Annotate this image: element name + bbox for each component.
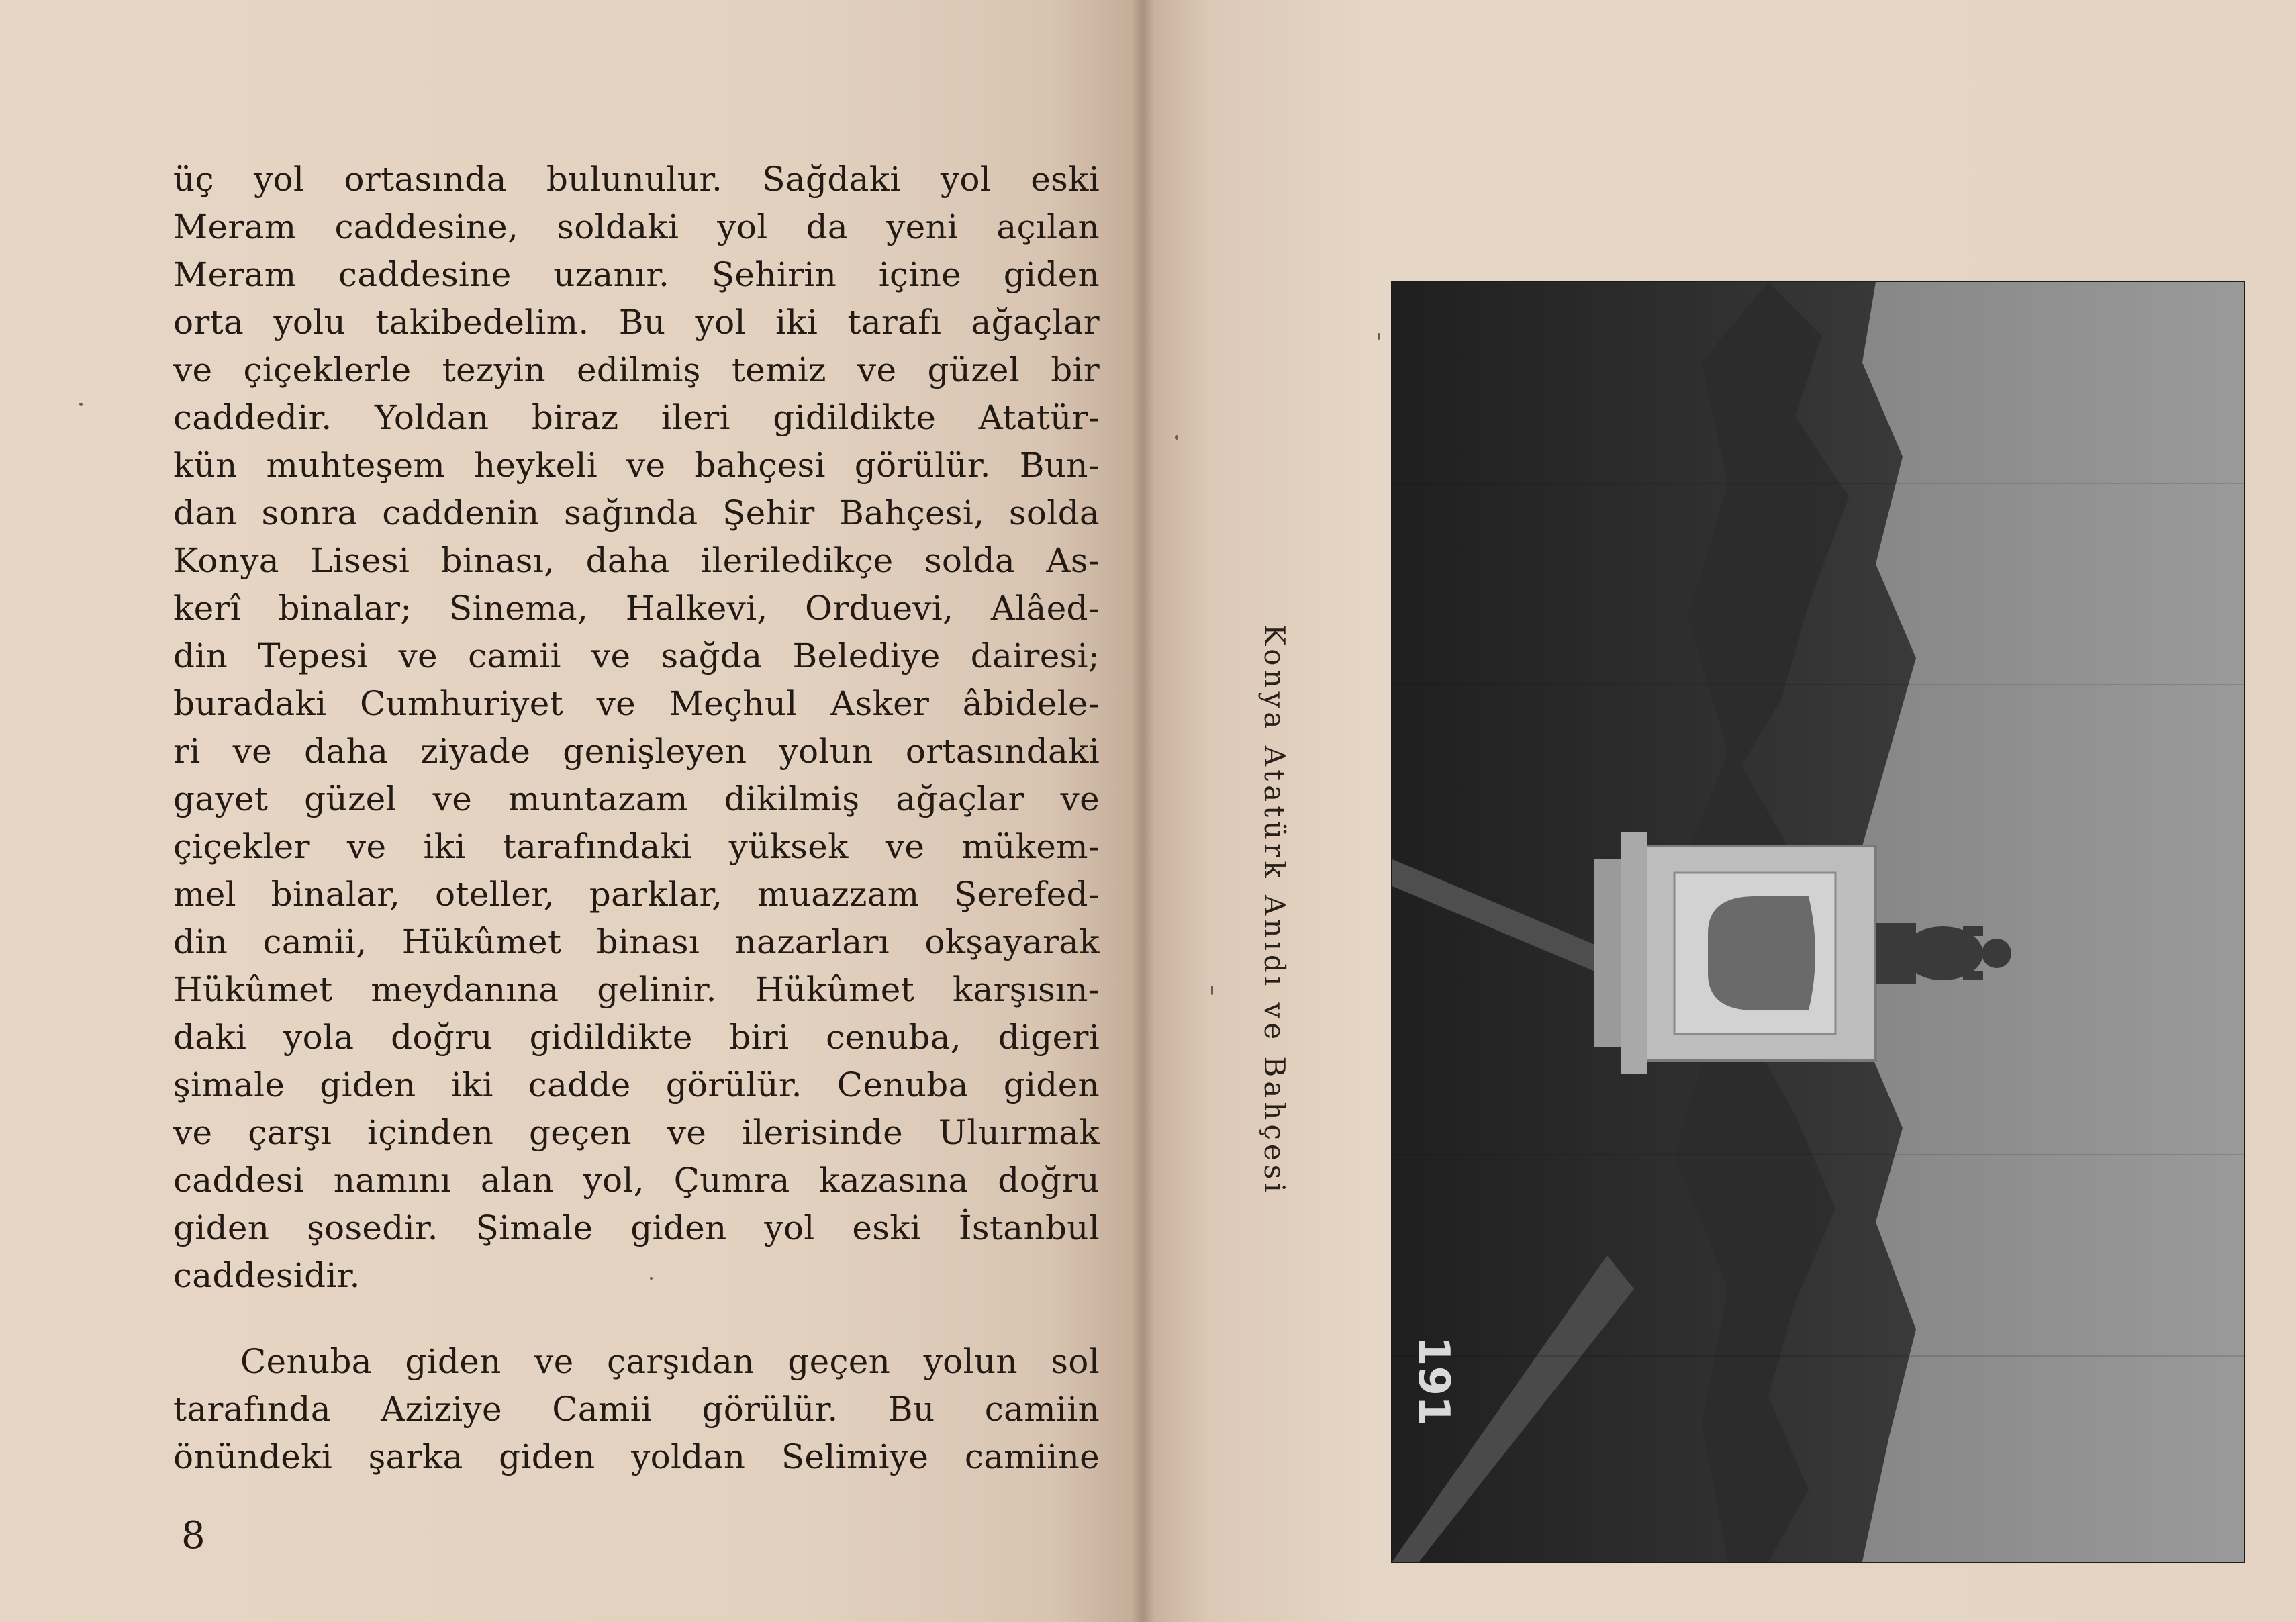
paper-speck (79, 403, 83, 406)
monument-photo (1391, 281, 2245, 1563)
text-line: gayet güzel ve muntazam dikilmiş ağaçlar ve (173, 779, 1100, 818)
text-line: Cenuba giden ve çarşıdan geçen yolun sol (240, 1342, 1100, 1381)
monument-pedestal (1594, 832, 1876, 1074)
book-gutter (1132, 0, 1155, 1622)
text-line: ve çiçeklerle tezyin edilmiş temiz ve güzel bir (173, 350, 1100, 389)
photo-scene (1392, 282, 2244, 1562)
text-line: kün muhteşem heykeli ve bahçesi görülür. Bun- (173, 446, 1100, 485)
text-line: caddesidir. (173, 1256, 361, 1295)
text-line: caddedir. Yoldan biraz ileri gidildikte Atatür- (173, 398, 1100, 437)
text-line: Hükûmet meydanına gelinir. Hükûmet karşısın- (173, 970, 1100, 1009)
text-line: daki yola doğru gidildikte biri cenuba, digeri (173, 1018, 1100, 1057)
text-line: çiçekler ve iki tarafındaki yüksek ve mükem- (173, 827, 1100, 866)
photo-caption (1258, 624, 1299, 1196)
text-line: şimale giden iki cadde görülür. Cenuba giden (173, 1065, 1100, 1104)
paper-speck (1211, 986, 1213, 995)
left-page (0, 0, 1141, 1622)
text-line: kerî binalar; Sinema, Halkevi, Orduevi, Alâed- (173, 589, 1100, 628)
text-line: Meram caddesine, soldaki yol da yeni açılan (173, 207, 1100, 246)
caption-text: Konya Atatürk Anıdı ve Bahçesi (1258, 624, 1291, 1196)
photo-number: 191 (1408, 1336, 1458, 1426)
page-number: 8 (181, 1514, 205, 1558)
text-line: orta yolu takibedelim. Bu yol iki tarafı ağaçlar (173, 303, 1100, 342)
text-line: ri ve daha ziyade genişleyen yolun ortasındaki (173, 732, 1100, 771)
text-line: Konya Lisesi binası, daha ileriledikçe solda As- (173, 541, 1100, 580)
paragraph-1 (173, 156, 1100, 1300)
paper-speck (650, 1277, 653, 1280)
text-line: buradaki Cumhuriyet ve Meçhul Asker âbidele- (173, 684, 1100, 723)
text-line: Meram caddesine uzanır. Şehirin içine giden (173, 255, 1100, 294)
text-line: ve çarşı içinden geçen ve ilerisinde Uluırmak (173, 1113, 1100, 1152)
paper-speck (1378, 333, 1380, 340)
text-line: dan sonra caddenin sağında Şehir Bahçesi, solda (173, 493, 1100, 532)
text-line: din camii, Hükûmet binası nazarları okşayarak (173, 922, 1100, 961)
text-line: tarafında Aziziye Camii görülür. Bu camiin (173, 1390, 1100, 1429)
text-line: önündeki şarka giden yoldan Selimiye camiine (173, 1437, 1100, 1476)
text-line: giden şosedir. Şimale giden yol eski İstanbul (173, 1208, 1100, 1247)
text-line: üç yol ortasında bulunulur. Sağdaki yol eski (173, 160, 1100, 199)
paragraph-2 (173, 1338, 1100, 1481)
text-line: caddesi namını alan yol, Çumra kazasına doğru (173, 1161, 1100, 1200)
text-line: mel binalar, oteller, parklar, muazzam Şerefed- (173, 875, 1100, 914)
paper-speck (1175, 435, 1178, 440)
text-line: din Tepesi ve camii ve sağda Belediye dairesi; (173, 636, 1100, 675)
